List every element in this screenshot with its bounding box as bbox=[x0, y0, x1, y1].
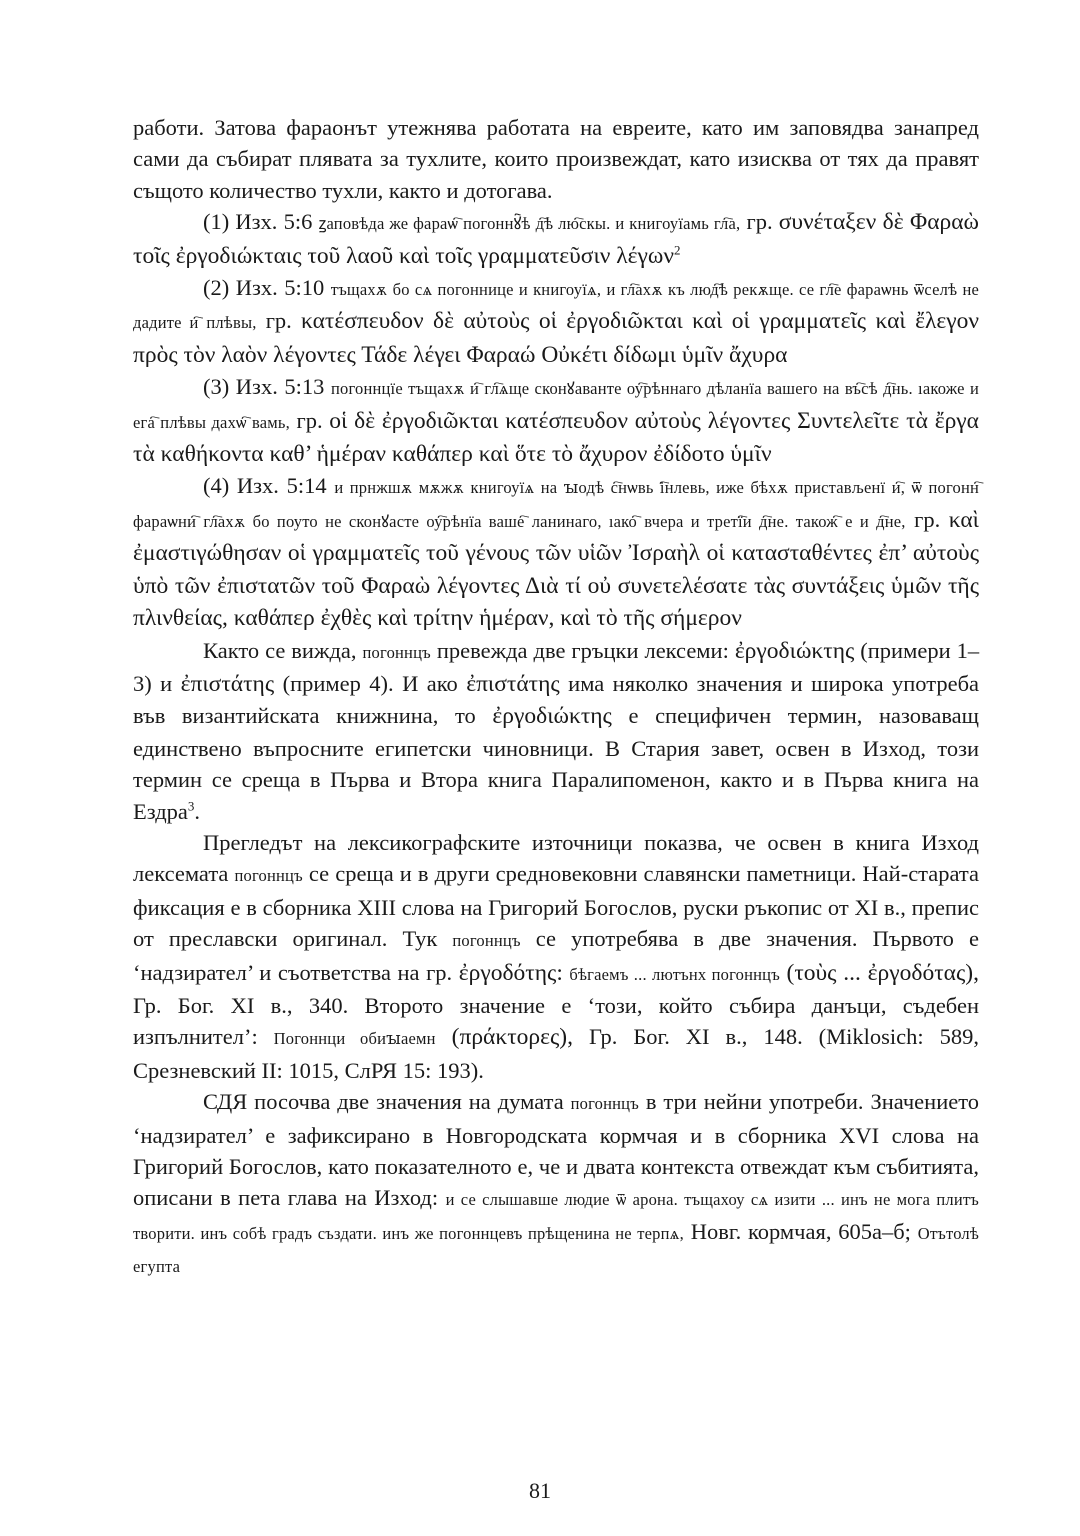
slavonic-word: погоннцъ bbox=[362, 642, 431, 662]
slavonic-word: погоннцъ bbox=[234, 866, 303, 886]
text-run: Новг. кормчая, 605а–б; bbox=[690, 1218, 911, 1244]
text-run: в три нейни употреби. Значението ‘надзирател’ е зафиксирано в Новгородската кормчая и в сборника XVI слова на Григорий Богослов, като показателното е, че и двата контекста отвеждат към събитията, описани в пета глава на Изход: bbox=[133, 1089, 980, 1211]
paragraph-3 bbox=[133, 827, 979, 1086]
greek-prefix: гр. bbox=[296, 407, 323, 433]
text-run: се среща и в други средновековни славянски паметници. Най-старата фиксация е в сборника XIII слова на Григорий Богослов, руски ръкопис от XI в., препис от преславски оригинал. Тук bbox=[133, 861, 980, 952]
greek-word: (τοὺς ... ἐργοδότας), bbox=[786, 959, 979, 986]
text-run: се употребява в две значения. Първото е ‘надзирател’ и съответства на гр. bbox=[133, 926, 980, 985]
text-run: Прегледът на лексикографските източници показва, че освен в книга Изход лексемата bbox=[133, 829, 979, 887]
slavonic-quote: и се слышавше людие ѿ арона. тъщахоу сѧ изити ... инъ не мога плитъ творити. инъ собѣ градъ създати. инъ же погоннцевъ прѣщенина не терпѧ, bbox=[133, 1190, 979, 1243]
text-run: е специфичен термин, назоваващ единствено въпросните египетски чиновници. В Стария завет, освен в Изход, този термин се среща в Първа и Втора книга Паралипоменон, както и в Първа книга на Ездра bbox=[133, 703, 979, 824]
slavonic-quote: тъщахѫ бо сѧ погоннице и книгоуїѧ, и гл҇ахѫ къ люд҇ѣ рекѫще. се гл҇е фараѡнь ѿселѣ не дадите и҇ плѣвы, bbox=[133, 280, 980, 333]
slavonic-quote: погоннцїе тъщахѫ и҇ гл҇ѧще сконꙋаванте оу҇рѣннаго дѣланїа вашего на въ҇сѣ д҇нь. ıакоже и ега҇ плѣвы дахѡ҇ вамь, bbox=[133, 379, 979, 432]
text-run: (пример 4). И ако bbox=[282, 670, 458, 696]
slavonic-quote: Погоннци обиꙑаемн bbox=[273, 1029, 436, 1049]
greek-word: ἐργοδιώκτης bbox=[734, 637, 855, 664]
greek-word: (πράκτορες), bbox=[451, 1024, 573, 1051]
example-4 bbox=[133, 470, 979, 634]
greek-quote: καὶ ἐμαστιγώθησαν οἱ γραμματεῖς τοῦ γένους τῶν υἱῶν Ἰσραὴλ οἱ κατασταθέντες ἐπ’ αὐτοὺς ὑπὸ τῶν ἐπιστατῶν τοῦ Φαραὼ λέγοντες Διὰ τί οὐ συνετελέσατε τὰς συντάξεις ὑμῶν τῆς πλινθείας, καθάπερ ἐχθὲς καὶ τρίτην ἡμέραν, καὶ τὸ τῆς σήμερον bbox=[133, 506, 979, 632]
greek-prefix: гр. bbox=[914, 506, 941, 532]
body-text bbox=[133, 112, 979, 1283]
greek-prefix: гр. bbox=[746, 209, 773, 235]
example-label: (4) Изх. 5:14 bbox=[203, 473, 327, 499]
intro-paragraph: работи. Затова фараонът утежнява работата на евреите, като им заповядва занапред сами да събират плявата за тухлите, които произвеждат, като изисква от тях да правят същото количество тухли, както и дотогава. bbox=[133, 115, 979, 203]
greek-quote: οἱ δὲ ἐργοδιῶκται κατέσπευδον αὐτοὺς λέγοντες Συντελεῖτε τὰ ἔργα τὰ καθήκοντα καθ’ ἡμέραν καθάπερ καὶ ὅτε τὸ ἄχυρον ἐδίδοτο ὑμῖν bbox=[133, 407, 979, 468]
text-run: Гр. Бог. XI в., 148. (Miklosich: 589, Срезневский II: 1015, СлРЯ 15: 193). bbox=[133, 1024, 979, 1083]
slavonic-quote: Отътолѣ егупта bbox=[133, 1223, 980, 1277]
slavonic-quote: и прнжшѫ мѫжѫ книгоуїѧ на ꙑодѣ с҇нѡвь і҇нлевь, иже бѣхѫ пристављенї и҇, ѿ погонн҇ фараѡни҇ гл҇ахѫ бо поуто не сконꙋасте оу҇рѣнїа ваше҇ ланинаго, ıако҇ вчера и третї҇и д҇не. також҇ е и д҇не, bbox=[133, 478, 980, 531]
greek-quote: κατέσπευδον δὲ αὐτοὺς οἱ ἐργοδιῶκται καὶ οἱ γραμματεῖς καὶ ἔλεγον πρὸς τὸν λαὸν λέγοντες Τάδε λέγει Φαραώ Οὐκέτι δίδωμι ὑμῖν ἄχυρα bbox=[133, 308, 979, 368]
slavonic-word: погоннцъ bbox=[570, 1094, 639, 1114]
example-1 bbox=[133, 206, 979, 272]
slavonic-word: погоннцъ bbox=[452, 931, 521, 951]
example-2 bbox=[133, 272, 979, 371]
slavonic-quote: бѣгаемъ ... лютънх погоннцъ bbox=[569, 964, 780, 984]
text-run: Гр. Бог. XI в., 340. Второто значение е ‘този, който събира данъци, съдебен изпълнител’: bbox=[133, 992, 979, 1050]
slavonic-quote: ꙁаповѣда же фараѡ҇ погоннꙋ҇ѣ д҇ѣ лю҇скы. и книгоуїамь гл҇а, bbox=[318, 214, 741, 234]
text-run: има няколко значения и широка употреба във византийската книжнина, то bbox=[133, 670, 980, 729]
example-3 bbox=[133, 371, 979, 470]
text-run: . bbox=[194, 798, 201, 824]
example-label: (2) Изх. 5:10 bbox=[203, 275, 325, 301]
greek-word: ἐργοδιώκτης bbox=[492, 703, 612, 730]
text-run: (примери 1–3) и bbox=[133, 637, 980, 696]
greek-prefix: гр. bbox=[265, 308, 292, 334]
text-run: превежда две гръцки лексеми: bbox=[436, 637, 729, 663]
page-number: 81 bbox=[529, 1478, 551, 1503]
paragraph-2 bbox=[133, 635, 979, 827]
greek-word: ἐργοδότης: bbox=[458, 959, 563, 986]
greek-word: ἐπιστάτης bbox=[180, 670, 275, 697]
example-label: (1) Изх. 5:6 bbox=[203, 209, 313, 235]
greek-word: ἐπιστάτης bbox=[466, 670, 560, 697]
example-label: (3) Изх. 5:13 bbox=[203, 374, 325, 400]
greek-quote: συνέταξεν δὲ Φαραὼ τοῖς ἐργοδιώκταις τοῦ λαοῦ καὶ τοῖς γραμματεῦσιν λέγων bbox=[133, 209, 980, 269]
paragraph-4 bbox=[133, 1086, 979, 1282]
footnote-ref[interactable]: 2 bbox=[674, 242, 681, 258]
text-run: Както се вижда, bbox=[203, 637, 357, 663]
text-run: СДЯ посочва две значения на думата bbox=[203, 1089, 564, 1115]
footnote-ref[interactable]: 3 bbox=[187, 798, 195, 814]
